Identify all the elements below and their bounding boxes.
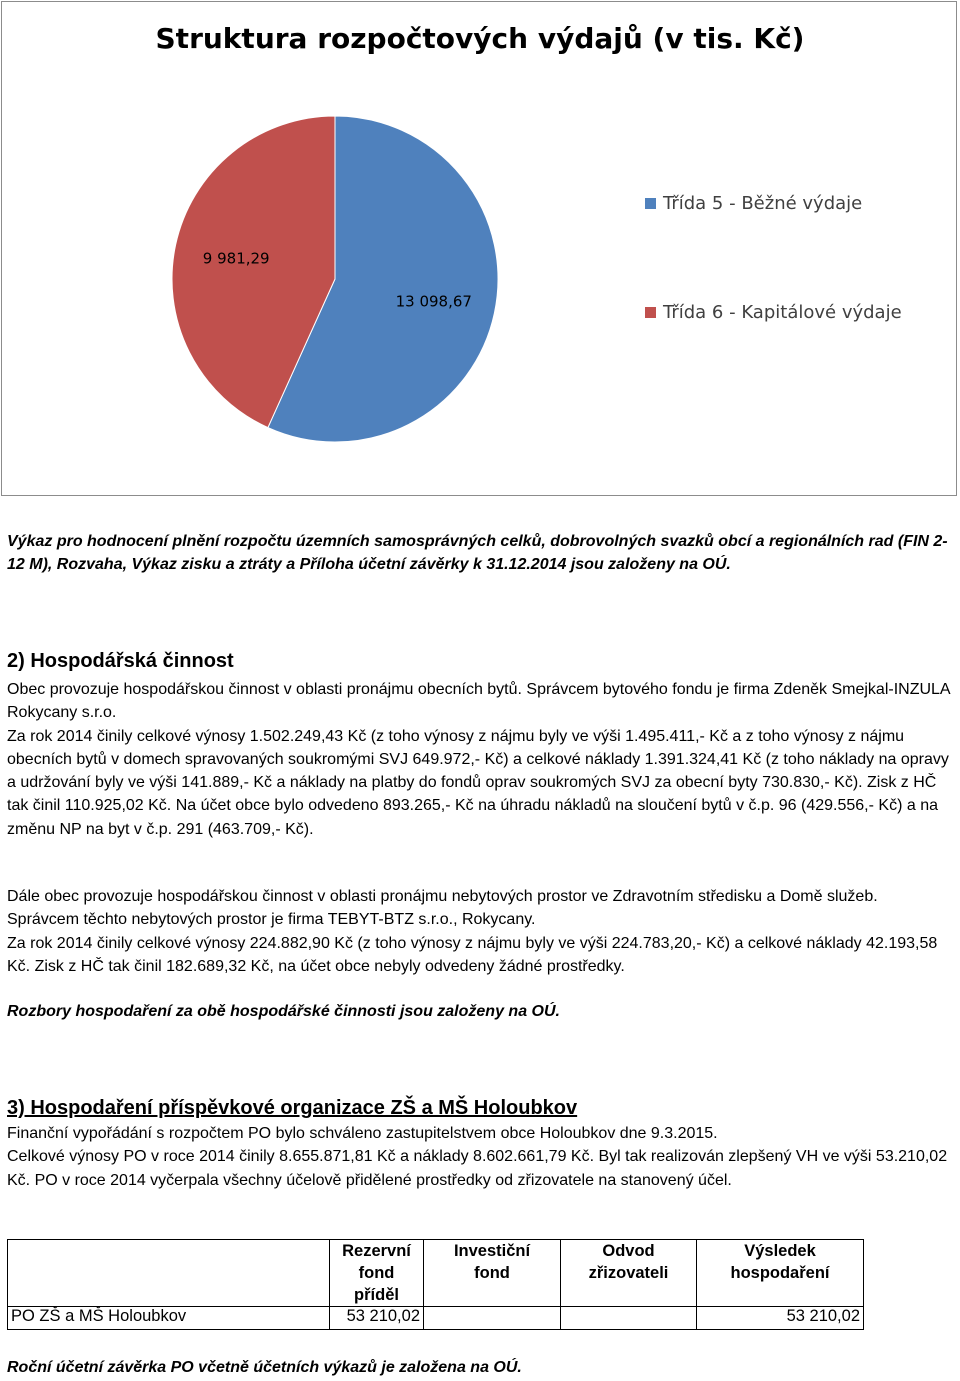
table-header-cell-reserve-fund xyxy=(330,1240,424,1307)
section3-para1: Finanční vypořádání s rozpočtem PO bylo schváleno zastupitelstvem obce Holoubkov dne 9.3.2015. xyxy=(7,1125,718,1142)
pie-data-label-class6: 9 981,29 xyxy=(202,249,270,268)
section3-heading: 3) Hospodaření příspěvkové organizace ZŠ a MŠ Holoubkov xyxy=(7,1097,578,1119)
table-header-cell-investment-fund xyxy=(424,1240,561,1307)
table-header-row xyxy=(8,1240,864,1307)
section2-para4: Za rok 2014 činily celkové výnosy 224.882,90 Kč (z toho výnosy z nájmu byly ve výši 224.783,20,- Kč) a celkové náklady 42.193,58 Kč. Zisk z HČ tak činil 182.689,32 Kč, na účet obce nebyly odvedeny žádné prostředky. xyxy=(7,934,938,975)
header-line: Investiční xyxy=(453,1242,531,1260)
header-line: zřizovateli xyxy=(588,1264,669,1282)
section3-para2: Celkové výnosy PO v roce 2014 činily 8.655.871,81 Kč a náklady 8.602.661,79 Kč. Byl tak realizován zlepšený VH ve výši 53.210,02 Kč. PO v roce 2014 vyčerpala všechny účelově přidělené prostředky od zřizovatele na stanovený účel. xyxy=(7,1148,948,1189)
legend-swatch-class6 xyxy=(645,307,656,318)
table-cell-investment-fund xyxy=(424,1307,561,1330)
header-line: fond xyxy=(474,1264,510,1282)
table-cell-org: PO ZŠ a MŠ Holoubkov xyxy=(8,1307,330,1330)
header-line: Výsledek xyxy=(744,1242,816,1260)
pie-data-label-class5: 13 098,67 xyxy=(395,292,472,311)
table-header-cell-result xyxy=(697,1240,864,1307)
section2-para3: Dále obec provozuje hospodářskou činnost v oblasti pronájmu nebytových prostor ve Zdravotním středisku a Domě služeb. Správcem těchto nebytových prostor je firma TEBYT-BTZ s.r.o., Rokycany. xyxy=(7,888,878,929)
table-cell-result: 53 210,02 xyxy=(697,1307,864,1330)
header-line: hospodaření xyxy=(730,1264,830,1282)
report-note: Výkaz pro hodnocení plnění rozpočtu územních samosprávných celků, dobrovolných svazků obcí a regionálních rad (FIN 2-12 M), Rozvaha, Výkaz zisku a ztráty a Příloha účetní závěrky k 31.12.2014 jsou založeny na OÚ. xyxy=(7,533,948,574)
legend-swatch-class5 xyxy=(645,198,656,209)
section2-para2: Za rok 2014 činily celkové výnosy 1.502.249,43 Kč (z toho výnosy z nájmu byly ve výši 1.495.411,- Kč a z toho výnosy z nájmu obecních bytů v domech spravovaných soukromými SVJ 649.972,- Kč) a celkové náklady 1.391.324,41 Kč (z toho náklady na opravy a udržování byly ve výši 141.889,- Kč a náklady na platby do fondů oprav soukromých SVJ za obecní byty 730.830,- Kč). Zisk z HČ tak činil 110.925,02 Kč. Na účet obce bylo odvedeno 893.265,- Kč na úhradu nákladů na sloučení bytů v č.p. 96 (429.556,- Kč) a na změnu NP na byt v č.p. 291 (463.709,- Kč). xyxy=(7,727,949,838)
header-line: Rezervní xyxy=(342,1242,411,1260)
section2-heading: 2) Hospodářská činnost xyxy=(7,650,234,672)
pie-chart-canvas xyxy=(2,2,956,495)
header-line: Odvod xyxy=(602,1242,655,1260)
table-cell-levy xyxy=(561,1307,697,1330)
section2-note: Rozbory hospodaření za obě hospodářské činnosti jsou založeny na OÚ. xyxy=(7,1003,560,1020)
section2-body-2 xyxy=(7,885,952,978)
legend-label-class6: Třída 6 - Kapitálové výdaje xyxy=(663,301,902,323)
legend-item-class5 xyxy=(645,191,862,215)
table-row xyxy=(8,1307,864,1330)
section2-para1: Obec provozuje hospodářskou činnost v oblasti pronájmu obecních bytů. Správcem bytového fondu je firma Zdeněk Smejkal-INZULA Rokycany s.r.o. xyxy=(7,681,950,722)
header-line: příděl xyxy=(354,1286,399,1304)
section3-note: Roční účetní závěrka PO včetně účetních výkazů je založena na OÚ. xyxy=(7,1359,522,1376)
header-line: fond xyxy=(358,1264,395,1282)
legend-label-class5: Třída 5 - Běžné výdaje xyxy=(663,192,863,214)
legend-item-class6 xyxy=(645,300,902,324)
table-cell-reserve-fund: 53 210,02 xyxy=(330,1307,424,1330)
section2-body xyxy=(7,678,952,841)
pie-chart xyxy=(1,1,957,496)
section3-body xyxy=(7,1122,952,1192)
chart-title: Struktura rozpočtových výdajů (v tis. Kč) xyxy=(155,22,805,55)
results-table xyxy=(7,1239,864,1330)
table-header-cell-levy xyxy=(561,1240,697,1307)
table-header-cell-0 xyxy=(8,1240,330,1307)
